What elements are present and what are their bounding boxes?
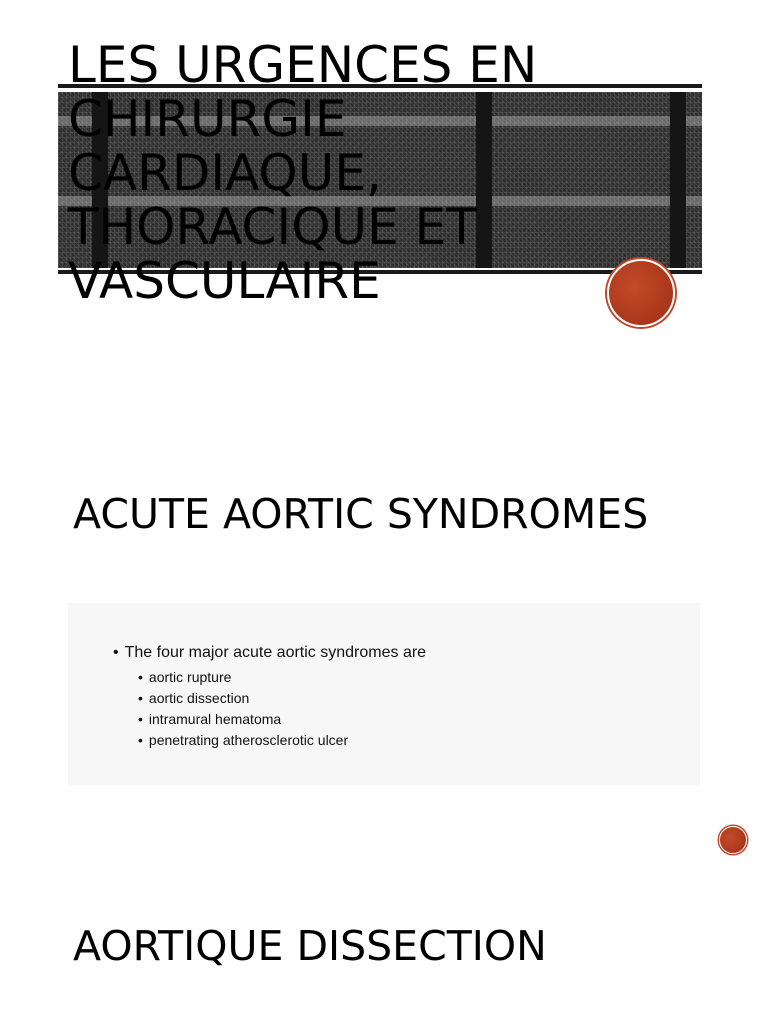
sub-bullet-text: aortic rupture <box>148 669 232 685</box>
slide-heading: AORTIQUE DISSECTION <box>73 922 547 970</box>
acute-aortic-syndromes-slide <box>0 420 768 860</box>
banner-stripe <box>670 92 686 268</box>
content-image <box>68 603 700 785</box>
title-slide <box>0 0 768 390</box>
list-item <box>138 688 348 709</box>
bullet-dot-icon: • <box>138 711 143 727</box>
bullet-dot-icon: • <box>138 732 143 748</box>
list-item <box>138 667 348 688</box>
sub-bullet-text: penetrating atherosclerotic ulcer <box>148 732 349 748</box>
main-bullet-text: The four major acute aortic syndromes are <box>124 644 427 661</box>
sub-bullet-list <box>138 667 348 751</box>
list-item <box>138 730 348 751</box>
sub-bullet-text: aortic dissection <box>148 690 250 706</box>
slide-heading: ACUTE AORTIC SYNDROMES <box>73 490 649 538</box>
slide-title: LES URGENCES EN CHIRURGIE CARDIAQUE, THORACIQUE ET VASCULAIRE <box>68 36 538 310</box>
bullet-dot-icon: • <box>113 644 119 661</box>
main-bullet <box>113 643 426 663</box>
bullet-dot-icon: • <box>138 669 143 685</box>
aortique-dissection-slide <box>0 900 768 1024</box>
decorative-circle-icon <box>719 826 747 854</box>
list-item <box>138 709 348 730</box>
sub-bullet-text: intramural hematoma <box>148 711 282 727</box>
bullet-dot-icon: • <box>138 690 143 706</box>
